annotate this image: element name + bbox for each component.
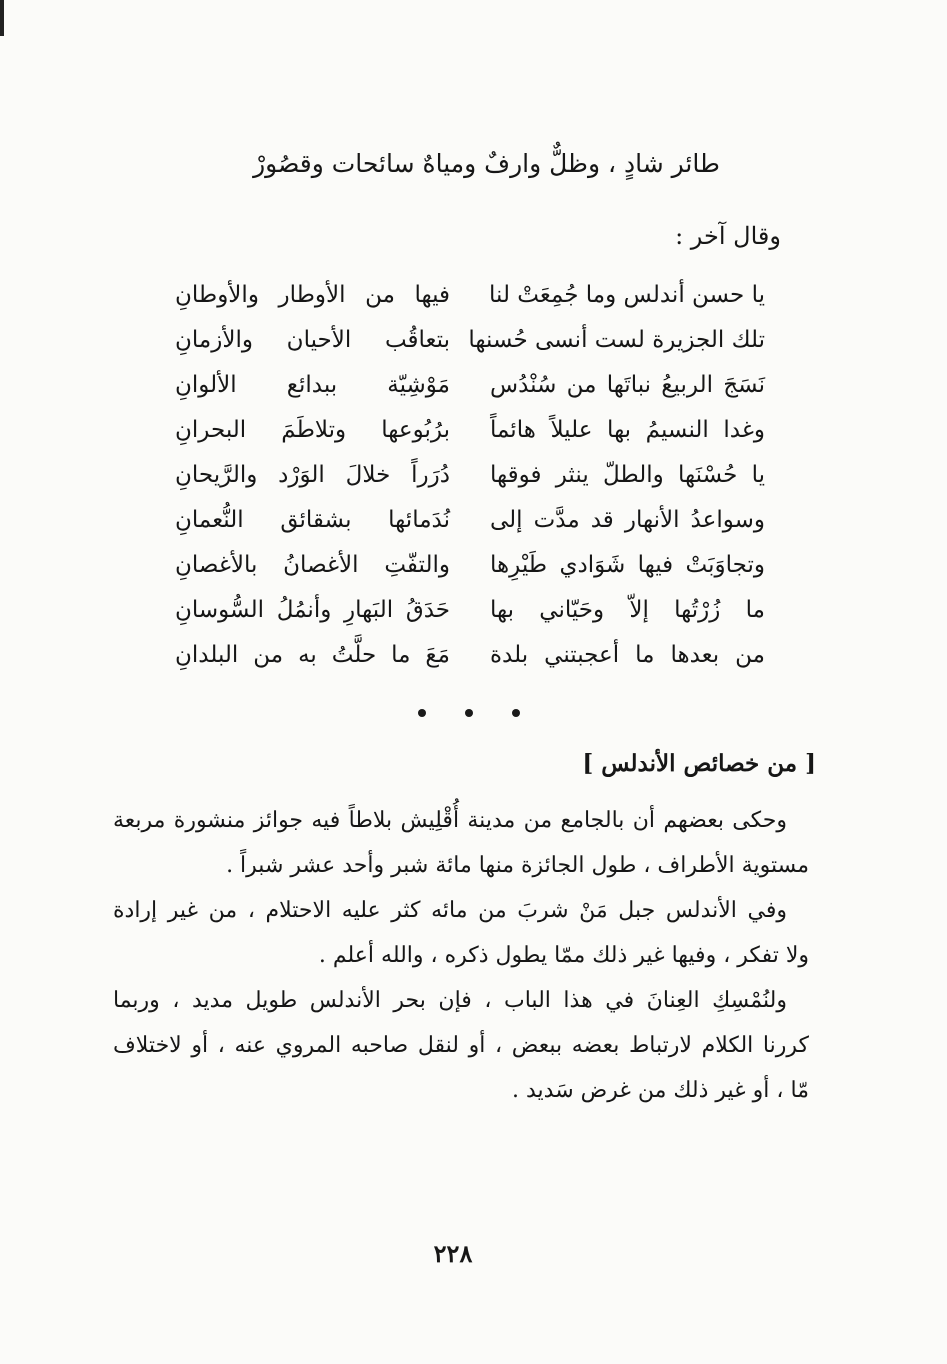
paragraph-line: ولنُمْسِكِ العِنانَ في هذا الباب ، فإن بحر الأندلس طويل مديد ، وربما: [113, 988, 787, 1013]
page-number: ٢٢٨: [433, 1239, 473, 1268]
first-hemistich: يا حسن أندلس وما جُمِعَتْ لنا: [489, 282, 765, 308]
first-hemistich: وسواعدُ الأنهار قد مدَّت إلى: [490, 507, 765, 533]
paragraph-line: وحكى بعضهم أن بالجامع من مدينة أُقْلِيش بلاطاً فيه جوائز منشورة مربعة: [113, 808, 787, 833]
paragraph-line: وفي الأندلس جبل مَنْ شربَ من مائه كثر عليه الاحتلام ، من غير إرادة: [113, 898, 787, 923]
separator-dot: [512, 709, 520, 717]
second-hemistich: دُرَراً خلالَ الوَرْد والرَّيحانِ: [175, 462, 450, 488]
first-hemistich: وتجاوَبَتْ فيها شَوَادي طَيْرِها: [490, 552, 765, 578]
poem-verse: [175, 365, 765, 410]
second-hemistich: والتفّتِ الأغصانُ بالأغصانِ: [175, 552, 450, 578]
prose-body: [113, 798, 809, 1113]
first-hemistich: تلك الجزيرة لست أنسى حُسنها: [468, 327, 765, 353]
second-hemistich: بتعاقُب الأحيان والأزمانِ: [175, 327, 450, 353]
poem-verse: [175, 500, 765, 545]
second-hemistich: فيها من الأوطار والأوطانِ: [175, 282, 450, 308]
poem: [175, 275, 765, 680]
separator-dot: [418, 709, 426, 717]
poem-verse: [175, 410, 765, 455]
first-hemistich: يا حُسْنَها والطلّ ينثر فوقها: [490, 462, 765, 488]
second-hemistich: نُدَمائها بشقائق النُّعمانِ: [175, 507, 450, 533]
paragraph-line: مستوية الأطراف ، طول الجائزة منها مائة شبر وأحد عشر شبراً .: [226, 853, 809, 878]
poem-verse: [175, 320, 765, 365]
second-hemistich: حَدَقُ البَهارِ وأنمُلُ السُّوسانِ: [175, 597, 450, 623]
second-hemistich: مَوْشِيّة ببدائع الألوانِ: [175, 372, 450, 398]
second-hemistich: مَعَ ما حلَّتُ به من البلدانِ: [175, 642, 450, 668]
first-hemistich: نَسَجَ الربيعُ نباتَها من سُنْدُس: [490, 372, 765, 398]
poem-verse: [175, 455, 765, 500]
section-heading: [ من خصائص الأندلس ]: [582, 750, 816, 777]
first-hemistich: من بعدها ما أعجبتني بلدة: [490, 642, 765, 668]
second-hemistich: برُبُوعها وتلاطَمَ البحرانِ: [175, 417, 450, 443]
scan-edge-mark: [0, 0, 4, 36]
paragraph-line: كررنا الكلام لارتباط بعضه ببعض ، أو لنقل صاحبه المروي عنه ، أو لاختلاف: [113, 1033, 809, 1058]
section-separator: [418, 709, 520, 717]
paragraph-line: مّا ، أو غير ذلك من غرض سَديد .: [511, 1078, 809, 1103]
first-hemistich: وغدا النسيمُ بها عليلاً هائماً: [490, 417, 765, 443]
separator-dot: [465, 709, 473, 717]
poem-verse: [175, 545, 765, 590]
poem-verse: [175, 635, 765, 680]
poem-verse: [175, 590, 765, 635]
paragraph-line: ولا تفكر ، وفيها غير ذلك ممّا يطول ذكره ، والله أعلم .: [318, 943, 809, 968]
first-hemistich: ما زُرْتُها إلاّ وحَيّاني بها: [490, 597, 765, 623]
verse-intro: وقال آخر :: [675, 222, 781, 250]
poem-verse: [175, 275, 765, 320]
top-verse: طائر شادٍ ، وظلٌّ وارفٌ ومياهٌ سائحات وقصُورْ: [253, 149, 720, 178]
